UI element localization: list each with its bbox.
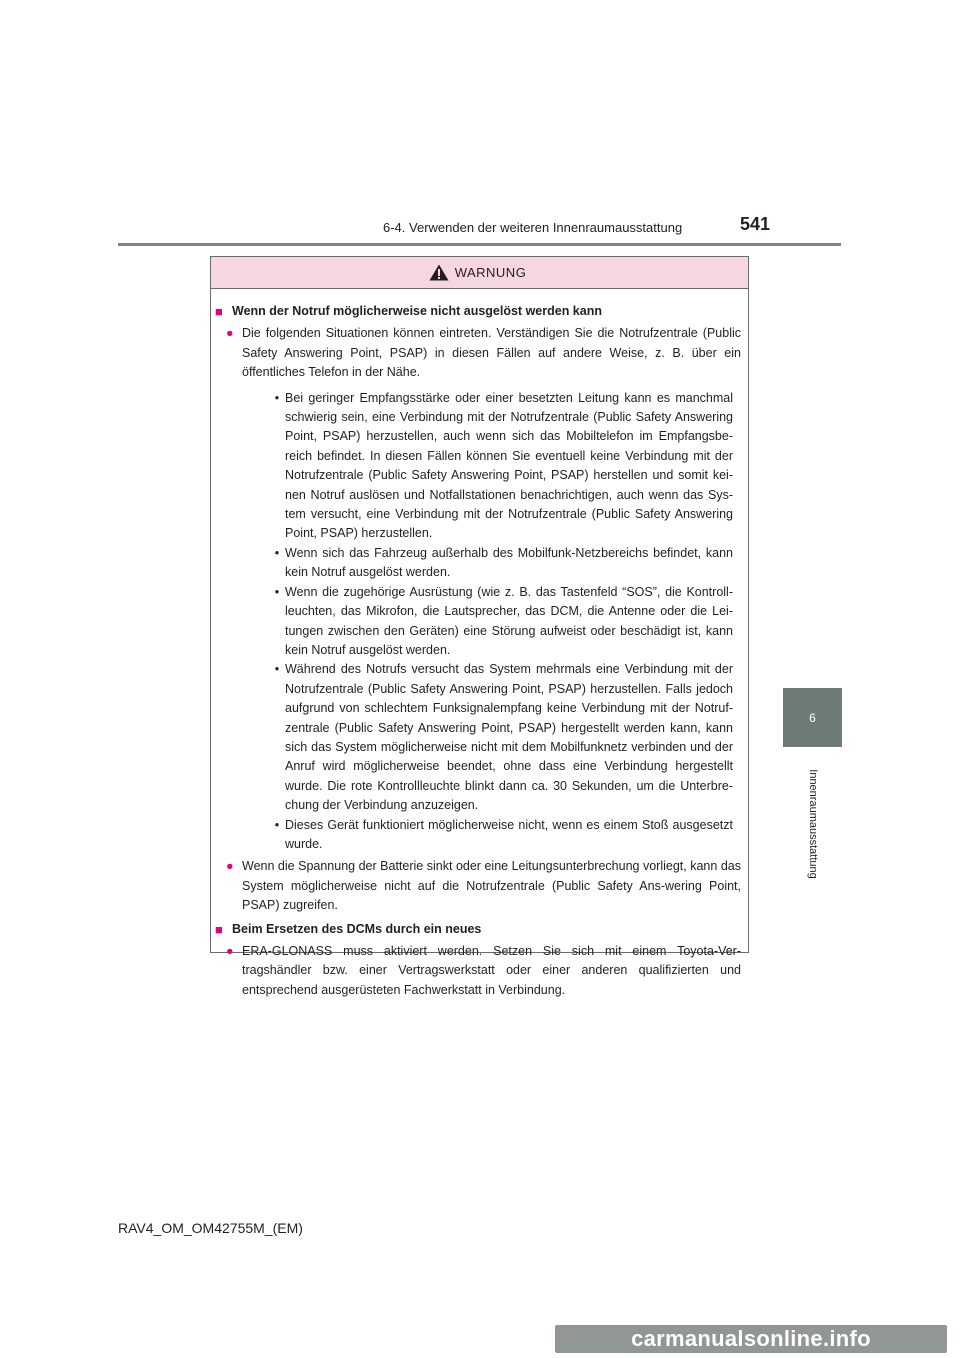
dot-bullet-icon: • xyxy=(274,817,280,832)
dot-bullet-icon: • xyxy=(274,390,280,405)
section-heading xyxy=(215,920,741,939)
section-heading xyxy=(215,302,741,321)
sub-list-item xyxy=(269,544,741,583)
sub-item-text: Wenn die zugehörige Ausrüstung (wie z. B. das Tastenfeld “SOS”, die Kontroll-leuchten, das Mikrofon, die Lautsprecher, das DCM, die Antenne oder die Lei-tungen zwischen den Geräten) eine Störung aufweist oder beschädigt ist, kann kein Notruf ausgelöst werden. xyxy=(285,584,733,657)
square-bullet-icon: ■ xyxy=(215,304,223,319)
warning-triangle-icon xyxy=(429,264,449,281)
circle-bullet-icon: ● xyxy=(226,859,234,874)
sub-item-text: Wenn sich das Fahrzeug außerhalb des Mobilfunk-Netzbereichs befindet, kann kein Notruf ausgelöst werden. xyxy=(285,545,733,580)
sub-list-item xyxy=(269,660,741,815)
list-item xyxy=(226,942,741,1000)
sub-list-item xyxy=(269,389,741,544)
dot-bullet-icon: • xyxy=(274,545,280,560)
sub-item-text: Bei geringer Empfangsstärke oder einer besetzten Leitung kann es manchmal schwierig sein, eine Verbindung mit der Notrufzentrale (Public Safety Answering Point, PSAP) herzustellen, auch wenn sich das Mobiltelefon im Empfangsbe-reich befindet. In diesen Fällen können Sie eventuell keine Verbindung mit der Notrufzentrale (Public Safety Answering Point, PSAP) herstellen und somit kei-nen Notruf auslösen und Notfallstationen benachrichtigen, auch wenn das Sys-tem versucht, eine Verbindung mit der Notrufzentrale (Public Safety Answering Point, PSAP) herzustellen. xyxy=(285,390,733,541)
item-text: Die folgenden Situationen können eintreten. Verständigen Sie die Notrufzentrale (Public Safety Answering Point, PSAP) in diesen Fällen auf andere Weise, z. B. über ein öffentliches Telefon in der Nähe. xyxy=(242,326,741,380)
watermark: carmanualsonline.info xyxy=(555,1325,947,1353)
circle-bullet-icon: ● xyxy=(226,944,234,958)
chapter-label: Innenraumausstattung xyxy=(807,769,819,879)
page-number: 541 xyxy=(740,214,771,234)
sub-item-text: Während des Notrufs versucht das System mehrmals eine Verbindung mit der Notrufzentrale (Public Safety Answering Point, PSAP) herzustellen. Falls jedoch aufgrund von schlechtem Funksignalempfang keine Verbindung mit der Notruf-zentrale (Public Safety Answering Point, PSAP) hergestellt werden kann, kann sich das System möglicherweise nicht mit dem Mobilfunknetz verbinden und der Anruf wird möglicherweise beendet, ohne dass eine Verbindung hergestellt wurde. Die rote Kontrollleuchte blinkt dann ca. 30 Sekunden, um die Unterbre-chung der Verbindung anzuzeigen. xyxy=(285,662,733,813)
list-item xyxy=(226,857,741,915)
chapter-tab xyxy=(783,688,842,747)
header-divider xyxy=(118,243,841,246)
sub-item-text: Dieses Gerät funktioniert möglicherweise nicht, wenn es einem Stoß ausgesetzt wurde. xyxy=(285,817,733,851)
item-text: Wenn die Spannung der Batterie sinkt oder eine Leitungsunterbrechung vorliegt, kann das System möglicherweise nicht auf die Notrufzentrale (Public Safety Ans-wering Point, PSAP) zugreifen. xyxy=(242,859,741,913)
dot-bullet-icon: • xyxy=(274,584,280,599)
sub-list-item xyxy=(269,816,741,855)
warning-box xyxy=(210,256,749,997)
warning-title: WARNUNG xyxy=(454,265,527,280)
warning-header xyxy=(211,257,748,289)
section-title: 6-4. Verwenden der weiteren Innenraumausstattung xyxy=(383,220,683,235)
item-text: ERA-GLONASS muss aktiviert werden. Setzen Sie sich mit einem Toyota-Ver-tragshändler bzw. einer Vertragswerkstatt oder einer anderen qualifizierten und entsprechend ausgerüsteten Fachwerkstatt in Verbindung. xyxy=(242,944,741,997)
sub-list-item xyxy=(269,583,741,661)
dot-bullet-icon: • xyxy=(274,662,280,677)
list-item xyxy=(226,324,741,854)
section-heading-text: Beim Ersetzen des DCMs durch ein neues xyxy=(232,921,482,936)
section-heading-text: Wenn der Notruf möglicherweise nicht ausgelöst werden kann xyxy=(232,304,602,318)
chapter-number: 6 xyxy=(809,710,816,725)
document-code: RAV4_OM_OM42755M_(EM) xyxy=(118,1220,303,1236)
warning-body xyxy=(211,289,748,1000)
sub-list xyxy=(269,389,741,855)
square-bullet-icon: ■ xyxy=(215,921,223,937)
circle-bullet-icon: ● xyxy=(226,326,234,341)
